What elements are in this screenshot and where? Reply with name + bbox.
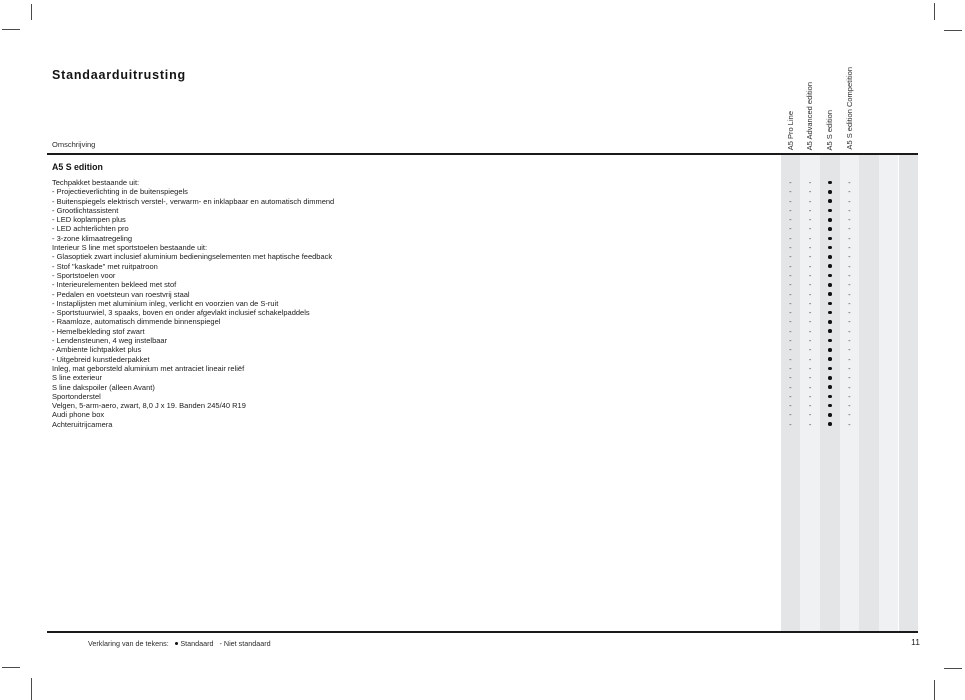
standard-dot-icon [828, 246, 832, 250]
table-row [47, 345, 918, 354]
marker-not-standard: - [789, 410, 792, 420]
marker-not-standard: - [808, 354, 812, 364]
marker-not-standard: - [808, 187, 812, 197]
table-row [47, 215, 918, 224]
marker-not-standard: - [808, 336, 812, 346]
row-label: - Pedalen en voetsteun van roestvrij staal [52, 289, 190, 299]
marker-not-standard: - [789, 224, 792, 234]
marker-not-standard: - [789, 196, 792, 206]
row-label: - Sportstuurwiel, 3 spaaks, boven en onder afgevlakt inclusief schakelpaddels [52, 308, 310, 318]
table-row [47, 234, 918, 243]
marker-not-standard: - [789, 317, 792, 327]
page-title: Standaarduitrusting [52, 68, 186, 82]
marker-not-standard: - [808, 178, 812, 187]
marker-standard [820, 373, 840, 382]
marker-standard [820, 224, 840, 233]
standard-dot-icon [828, 311, 832, 315]
marker-not-standard: - [789, 261, 792, 271]
marker-standard [820, 215, 840, 224]
marker-not-standard: - [848, 261, 851, 271]
marker-not-standard: - [848, 373, 851, 383]
marker-not-standard: - [848, 280, 851, 290]
marker-standard [820, 345, 840, 354]
marker-not-standard: - [808, 382, 812, 392]
marker-not-standard: - [789, 233, 792, 243]
table-row [47, 290, 918, 299]
marker-not-standard: - [808, 308, 812, 318]
table-row [47, 262, 918, 271]
row-label: - Uitgebreid kunstlederpakket [52, 354, 150, 364]
marker-not-standard: - [808, 391, 812, 401]
row-label: - LED koplampen plus [52, 215, 126, 225]
row-label: Velgen, 5-arm-aero, zwart, 8,0 J x 19. Banden 245/40 R19 [52, 401, 246, 411]
row-label: - Stof "kaskade" met ruitpatroon [52, 261, 158, 271]
row-label: S line dakspoiler (alleen Avant) [52, 382, 155, 392]
column-header-label: A5 S edition Competition [844, 67, 854, 150]
legend-not-standard-symbol: - [219, 639, 222, 648]
row-label: - Lendensteunen, 4 weg instelbaar [52, 336, 168, 346]
marker-standard [820, 401, 840, 410]
page-number: 11 [911, 637, 920, 647]
table-row [47, 355, 918, 364]
row-label: - LED achterlichten pro [52, 224, 129, 234]
marker-not-standard: - [789, 336, 792, 346]
row-label: Interieur S line met sportstoelen bestaande uit: [52, 243, 208, 253]
marker-not-standard: - [848, 187, 851, 197]
marker-standard [820, 317, 840, 326]
marker-not-standard: - [808, 410, 812, 420]
section-title: A5 S edition [52, 162, 103, 172]
marker-standard [820, 290, 840, 299]
standard-dot-icon [828, 376, 832, 380]
marker-standard [820, 178, 840, 187]
standard-dot-icon [828, 357, 832, 361]
row-label: - 3-zone klimaatregeling [52, 233, 133, 243]
marker-standard [820, 420, 840, 429]
marker-standard [820, 280, 840, 289]
marker-not-standard: - [789, 363, 792, 373]
marker-not-standard: - [808, 373, 812, 383]
marker-not-standard: - [808, 419, 812, 429]
marker-standard [820, 234, 840, 243]
table-row [47, 364, 918, 373]
table-row [47, 271, 918, 280]
marker-not-standard: - [808, 243, 812, 253]
marker-not-standard: - [848, 308, 851, 318]
marker-standard [820, 206, 840, 215]
table-rows [47, 178, 918, 429]
standard-dot-icon [828, 422, 832, 426]
table-row [47, 327, 918, 336]
marker-not-standard: - [789, 401, 792, 411]
table-row [47, 187, 918, 196]
marker-not-standard: - [789, 298, 792, 308]
marker-not-standard: - [789, 205, 792, 215]
row-label: - Sportstoelen voor [52, 270, 116, 280]
marker-not-standard: - [789, 419, 792, 429]
marker-not-standard: - [848, 326, 851, 336]
standard-dot-icon [828, 395, 832, 399]
marker-not-standard: - [789, 354, 792, 364]
marker-standard [820, 252, 840, 261]
marker-not-standard: - [789, 289, 792, 299]
legend-not-standard-label: Niet standaard [223, 639, 271, 648]
marker-not-standard: - [848, 205, 851, 215]
row-label: - Interieurelementen bekleed met stof [52, 280, 177, 290]
standard-dot-icon [828, 227, 832, 231]
marker-not-standard: - [808, 270, 812, 280]
marker-not-standard: - [848, 196, 851, 206]
row-label: Sportonderstel [52, 391, 101, 401]
row-label: - Ambiente lichtpakket plus [52, 345, 142, 355]
column-header [840, 26, 860, 150]
marker-not-standard: - [808, 401, 812, 411]
standard-dot-icon [175, 642, 179, 646]
marker-not-standard: - [808, 326, 812, 336]
marker-not-standard: - [789, 270, 792, 280]
column-header-label: A5 Pro Line [785, 110, 795, 150]
table-row [47, 420, 918, 429]
marker-standard [820, 262, 840, 271]
table-row [47, 206, 918, 215]
marker-not-standard: - [808, 280, 812, 290]
marker-not-standard: - [789, 178, 792, 187]
row-label: - Raamloze, automatisch dimmende binnenspiegel [52, 317, 221, 327]
marker-not-standard: - [808, 215, 812, 225]
marker-standard [820, 299, 840, 308]
marker-not-standard: - [848, 336, 851, 346]
table-row [47, 317, 918, 326]
legend [88, 639, 277, 648]
marker-not-standard: - [848, 317, 851, 327]
row-label: Achteruitrijcamera [52, 419, 113, 429]
crop-mark-top-right-v [934, 3, 935, 20]
column-header-label: A5 Advanced edition [805, 81, 815, 150]
marker-standard [820, 243, 840, 252]
marker-not-standard: - [848, 252, 851, 262]
standard-dot-icon [828, 320, 832, 324]
standard-dot-icon [828, 199, 832, 203]
marker-not-standard: - [808, 224, 812, 234]
marker-not-standard: - [848, 178, 851, 187]
marker-not-standard: - [848, 224, 851, 234]
marker-not-standard: - [808, 317, 812, 327]
marker-not-standard: - [848, 410, 851, 420]
marker-not-standard: - [789, 391, 792, 401]
standard-dot-icon [828, 413, 832, 417]
table-bottom-rule [47, 631, 918, 633]
standard-dot-icon [828, 302, 832, 306]
row-label: Audi phone box [52, 410, 105, 420]
marker-not-standard: - [789, 373, 792, 383]
marker-not-standard: - [808, 233, 812, 243]
row-label: Techpakket bestaande uit: [52, 178, 140, 187]
marker-not-standard: - [848, 401, 851, 411]
standard-dot-icon [828, 385, 832, 389]
crop-mark-bottom-left-v [31, 678, 32, 700]
standard-dot-icon [828, 292, 832, 296]
description-column-header: Omschrijving [52, 140, 96, 149]
marker-not-standard: - [808, 261, 812, 271]
marker-not-standard: - [848, 270, 851, 280]
table-row [47, 401, 918, 410]
standard-dot-icon [828, 237, 832, 241]
marker-not-standard: - [808, 345, 812, 355]
marker-standard [820, 271, 840, 280]
table-row [47, 373, 918, 382]
crop-mark-top-left-h [2, 29, 20, 30]
table-row [47, 178, 918, 187]
marker-not-standard: - [789, 280, 792, 290]
standard-dot-icon [828, 209, 832, 213]
marker-not-standard: - [848, 363, 851, 373]
table-row [47, 243, 918, 252]
marker-not-standard: - [848, 289, 851, 299]
table-row [47, 308, 918, 317]
marker-not-standard: - [848, 382, 851, 392]
standard-dot-icon [828, 255, 832, 259]
standard-dot-icon [828, 339, 832, 343]
row-label: - Grootlichtassistent [52, 205, 119, 215]
marker-not-standard: - [789, 345, 792, 355]
crop-mark-top-right-h [944, 30, 962, 31]
marker-not-standard: - [789, 382, 792, 392]
crop-mark-bottom-left-h [2, 667, 20, 668]
row-label: Inleg, mat geborsteld aluminium met antraciet lineair reliëf [52, 363, 245, 373]
marker-not-standard: - [808, 298, 812, 308]
marker-not-standard: - [848, 233, 851, 243]
marker-standard [820, 383, 840, 392]
marker-not-standard: - [808, 363, 812, 373]
marker-standard [820, 308, 840, 317]
marker-not-standard: - [848, 243, 851, 253]
table-row [47, 410, 918, 419]
column-header [800, 26, 820, 150]
marker-standard [820, 410, 840, 419]
marker-standard [820, 364, 840, 373]
marker-not-standard: - [789, 243, 792, 253]
table-header-rule [47, 153, 918, 155]
legend-label: Verklaring van de tekens: [88, 639, 169, 648]
marker-not-standard: - [848, 419, 851, 429]
column-header [781, 26, 801, 150]
standard-dot-icon [828, 190, 832, 194]
standard-dot-icon [828, 367, 832, 371]
marker-not-standard: - [789, 187, 792, 197]
table-row [47, 392, 918, 401]
standard-dot-icon [828, 348, 832, 352]
row-label: - Instaplijsten met aluminium inleg, verlicht en voorzien van de S-ruit [52, 298, 279, 308]
marker-not-standard: - [789, 326, 792, 336]
row-label: - Buitenspiegels elektrisch verstel-, verwarm- en inklapbaar en automatisch dimmend [52, 196, 335, 206]
marker-standard [820, 187, 840, 196]
table-row [47, 383, 918, 392]
crop-mark-top-left-v [31, 4, 32, 20]
crop-mark-bottom-right-v [934, 680, 935, 700]
table-row [47, 252, 918, 261]
row-label: S line exterieur [52, 373, 103, 383]
table-row [47, 299, 918, 308]
table-row [47, 224, 918, 233]
marker-not-standard: - [848, 215, 851, 225]
standard-dot-icon [828, 329, 832, 333]
table-row [47, 280, 918, 289]
marker-not-standard: - [808, 252, 812, 262]
marker-not-standard: - [848, 354, 851, 364]
standard-dot-icon [828, 404, 832, 408]
marker-standard [820, 392, 840, 401]
marker-not-standard: - [848, 298, 851, 308]
marker-not-standard: - [848, 391, 851, 401]
marker-not-standard: - [808, 289, 812, 299]
marker-standard [820, 355, 840, 364]
table-row [47, 197, 918, 206]
standard-dot-icon [828, 264, 832, 268]
marker-not-standard: - [789, 252, 792, 262]
row-label: - Projectieverlichting in de buitenspiegels [52, 187, 188, 197]
column-header [820, 26, 840, 150]
marker-standard [820, 197, 840, 206]
standard-dot-icon [828, 218, 832, 222]
standard-dot-icon [828, 274, 832, 278]
row-label: - Glasoptiek zwart inclusief aluminium bedieningselementen met haptische feedback [52, 252, 333, 262]
marker-standard [820, 336, 840, 345]
legend-standard-label: Standaard [180, 639, 214, 648]
standard-dot-icon [828, 181, 832, 185]
marker-not-standard: - [848, 345, 851, 355]
marker-not-standard: - [789, 215, 792, 225]
marker-not-standard: - [808, 196, 812, 206]
standard-dot-icon [828, 283, 832, 287]
marker-not-standard: - [808, 205, 812, 215]
marker-not-standard: - [789, 308, 792, 318]
row-label: - Hemelbekleding stof zwart [52, 326, 145, 336]
table-row [47, 336, 918, 345]
marker-standard [820, 327, 840, 336]
column-header-label: A5 S edition [824, 109, 834, 150]
crop-mark-bottom-right-h [944, 668, 962, 669]
